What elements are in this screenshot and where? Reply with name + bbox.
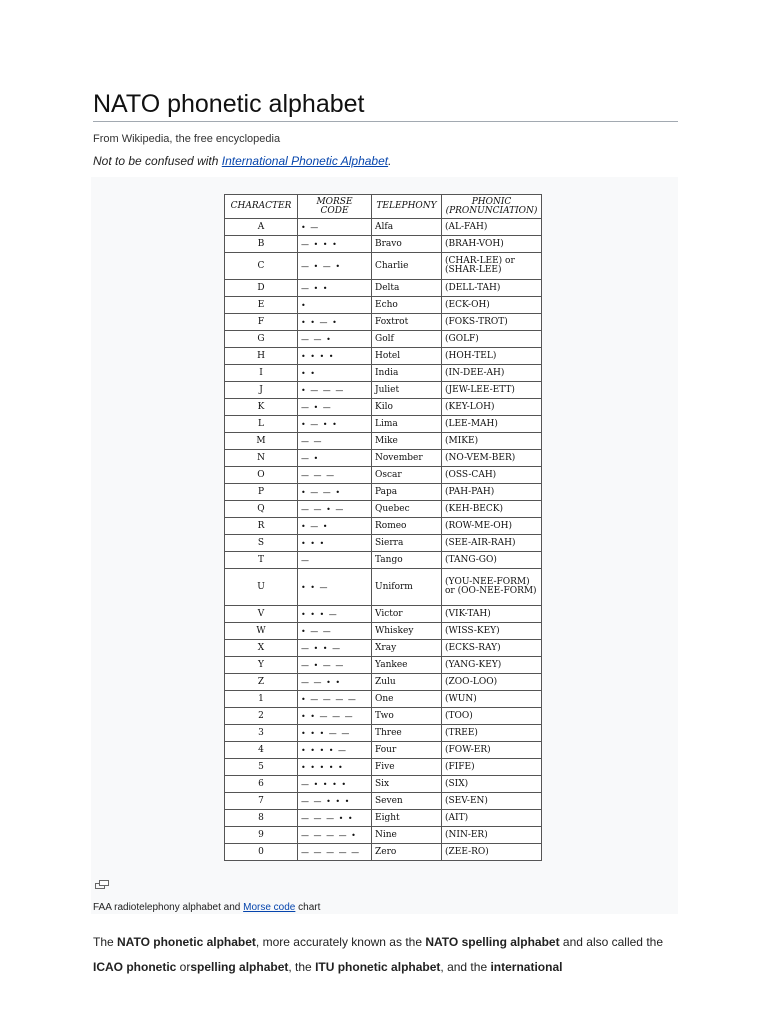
table-cell-character: P [225,484,298,501]
table-cell-telephony: Delta [372,280,442,297]
table-row [225,844,542,861]
table-cell-morse: — [298,552,372,569]
table-cell-phonic: (SEE-AIR-RAH) [442,535,542,552]
table-cell-character: Y [225,657,298,674]
table-cell-morse: • • • • — [298,742,372,759]
table-cell-phonic: (SIX) [442,776,542,793]
table-cell-phonic: (HOH-TEL) [442,348,542,365]
para-text-6: , and the [440,960,491,974]
table-cell-morse: • [298,297,372,314]
table-cell-morse: • • • • • [298,759,372,776]
table-cell-phonic: (TREE) [442,725,542,742]
table-cell-telephony: Mike [372,433,442,450]
table-cell-telephony: Victor [372,606,442,623]
table-cell-telephony: One [372,691,442,708]
caption-link-morse-code[interactable]: Morse code [243,902,296,913]
table-cell-character: S [225,535,298,552]
table-cell-morse: — — • • [298,674,372,691]
table-row [225,569,542,606]
table-row [225,348,542,365]
table-row [225,399,542,416]
table-header-row [225,195,542,219]
table-cell-phonic: (FOKS-TROT) [442,314,542,331]
table-cell-character: R [225,518,298,535]
table-cell-morse: — • • • • [298,776,372,793]
table-row [225,501,542,518]
table-cell-phonic: (MIKE) [442,433,542,450]
para-bold-3: ICAO phonetic [93,960,177,974]
table-row [225,708,542,725]
table-cell-character: N [225,450,298,467]
table-cell-telephony: Two [372,708,442,725]
table-cell-character: I [225,365,298,382]
table-cell-telephony: Romeo [372,518,442,535]
table-cell-morse: • • • [298,535,372,552]
phonetic-table [224,194,542,861]
table-cell-telephony: Xray [372,640,442,657]
table-cell-character: 5 [225,759,298,776]
table-cell-character: C [225,253,298,280]
table-row [225,691,542,708]
table-cell-phonic: (DELL-TAH) [442,280,542,297]
table-cell-phonic: (ECKS-RAY) [442,640,542,657]
table-cell-phonic: (GOLF) [442,331,542,348]
table-cell-character: 1 [225,691,298,708]
table-cell-morse: • — — • [298,484,372,501]
table-cell-character: T [225,552,298,569]
table-cell-phonic: (SEV-EN) [442,793,542,810]
header-character: CHARACTER [225,195,298,219]
para-bold-5: ITU phonetic alphabet [315,960,441,974]
table-cell-character: 6 [225,776,298,793]
table-cell-telephony: Quebec [372,501,442,518]
table-cell-character: 2 [225,708,298,725]
table-row [225,219,542,236]
table-cell-character: A [225,219,298,236]
tagline: From Wikipedia, the free encyclopedia [93,133,281,145]
table-row [225,640,542,657]
table-cell-phonic: (ROW-ME-OH) [442,518,542,535]
table-cell-morse: • • • • [298,348,372,365]
table-cell-telephony: Sierra [372,535,442,552]
table-cell-telephony: Six [372,776,442,793]
table-cell-phonic: (WISS-KEY) [442,623,542,640]
table-cell-phonic: (YOU-NEE-FORM) or (OO-NEE-FORM) [442,569,542,606]
table-cell-character: W [225,623,298,640]
table-row [225,759,542,776]
table-cell-character: L [225,416,298,433]
table-cell-phonic: (IN-DEE-AH) [442,365,542,382]
table-cell-phonic: (TANG-GO) [442,552,542,569]
table-row [225,365,542,382]
table-row [225,280,542,297]
table-cell-telephony: Bravo [372,236,442,253]
table-row [225,606,542,623]
table-cell-phonic: (KEH-BECK) [442,501,542,518]
table-row [225,793,542,810]
table-cell-morse: — • — • [298,253,372,280]
table-cell-telephony: Hotel [372,348,442,365]
page-title: NATO phonetic alphabet [93,90,365,118]
table-cell-character: H [225,348,298,365]
para-bold-1: NATO phonetic alphabet [117,935,256,949]
table-cell-morse: • • • — [298,606,372,623]
hatnote-suffix: . [388,154,392,168]
table-cell-character: J [225,382,298,399]
table-cell-character: G [225,331,298,348]
table-cell-telephony: Three [372,725,442,742]
table-row [225,253,542,280]
table-cell-character: O [225,467,298,484]
para-text-5: , the [288,960,316,974]
hatnote [93,154,391,168]
table-cell-phonic: (AL-FAH) [442,219,542,236]
table-cell-phonic: (KEY-LOH) [442,399,542,416]
para-text-2: , more accurately known as the [255,935,426,949]
table-row [225,674,542,691]
table-cell-character: B [225,236,298,253]
table-cell-phonic: (NIN-ER) [442,827,542,844]
table-cell-character: 0 [225,844,298,861]
table-cell-telephony: Uniform [372,569,442,606]
table-cell-phonic: (NO-VEM-BER) [442,450,542,467]
table-row [225,484,542,501]
table-cell-character: Z [225,674,298,691]
table-cell-morse: — • — — [298,657,372,674]
table-cell-telephony: Foxtrot [372,314,442,331]
para-text-3: and also called the [559,935,663,949]
hatnote-prefix: Not to be confused with [93,154,222,168]
table-cell-morse: • — • [298,518,372,535]
table-cell-character: X [225,640,298,657]
table-cell-phonic: (FIFE) [442,759,542,776]
table-cell-character: M [225,433,298,450]
title-divider [93,121,678,122]
table-row [225,518,542,535]
table-cell-phonic: (JEW-LEE-ETT) [442,382,542,399]
table-cell-character: V [225,606,298,623]
table-cell-morse: — — — — • [298,827,372,844]
table-cell-character: 7 [225,793,298,810]
table-row [225,331,542,348]
table-cell-phonic: (TOO) [442,708,542,725]
table-row [225,382,542,399]
table-row [225,416,542,433]
table-cell-phonic: (ZEE-RO) [442,844,542,861]
table-cell-morse: • • — [298,569,372,606]
table-cell-phonic: (YANG-KEY) [442,657,542,674]
table-cell-telephony: Lima [372,416,442,433]
table-cell-morse: • • • — — [298,725,372,742]
table-row [225,467,542,484]
table-cell-telephony: Zulu [372,674,442,691]
table-cell-telephony: Echo [372,297,442,314]
table-cell-phonic: (BRAH-VOH) [442,236,542,253]
table-cell-morse: — • [298,450,372,467]
table-cell-telephony: Alfa [372,219,442,236]
table-cell-morse: • • [298,365,372,382]
table-cell-morse: — • • [298,280,372,297]
caption-prefix: FAA radiotelephony alphabet and [93,902,244,913]
table-cell-phonic: (LEE-MAH) [442,416,542,433]
table-cell-phonic: (PAH-PAH) [442,484,542,501]
table-cell-telephony: Five [372,759,442,776]
table-cell-telephony: Four [372,742,442,759]
table-cell-phonic: (ECK-OH) [442,297,542,314]
table-cell-character: D [225,280,298,297]
table-cell-morse: — — • — [298,501,372,518]
para-bold-6: international [490,960,563,974]
para-text-4: or [176,960,191,974]
table-cell-morse: — • • • [298,236,372,253]
table-cell-phonic: (CHAR-LEE) or (SHAR-LEE) [442,253,542,280]
table-cell-morse: • — — — [298,382,372,399]
table-cell-morse: — • — [298,399,372,416]
table-cell-character: 3 [225,725,298,742]
table-cell-telephony: Nine [372,827,442,844]
header-telephony: TELEPHONY [372,195,442,219]
table-cell-character: F [225,314,298,331]
table-cell-morse: • • — • [298,314,372,331]
table-cell-telephony: Oscar [372,467,442,484]
table-cell-character: E [225,297,298,314]
table-cell-telephony: Charlie [372,253,442,280]
table-cell-phonic: (ZOO-LOO) [442,674,542,691]
table-cell-telephony: Papa [372,484,442,501]
table-cell-character: 4 [225,742,298,759]
table-row [225,450,542,467]
intro-paragraph [93,930,683,980]
table-cell-telephony: Eight [372,810,442,827]
hatnote-link[interactable]: International Phonetic Alphabet [221,154,389,168]
table-cell-morse: — • • — [298,640,372,657]
table-cell-telephony: Whiskey [372,623,442,640]
table-cell-morse: • — • • [298,416,372,433]
table-row [225,535,542,552]
para-text-1: The [93,935,118,949]
table-cell-telephony: Tango [372,552,442,569]
table-cell-telephony: India [372,365,442,382]
table-cell-telephony: Seven [372,793,442,810]
table-row [225,776,542,793]
table-cell-morse: • — — [298,623,372,640]
table-row [225,810,542,827]
table-cell-phonic: (FOW-ER) [442,742,542,759]
table-cell-phonic: (WUN) [442,691,542,708]
table-cell-morse: — — [298,433,372,450]
table-cell-morse: • • — — — [298,708,372,725]
table-row [225,742,542,759]
table-body [225,219,542,861]
enlarge-icon[interactable] [95,880,109,889]
table-cell-telephony: Golf [372,331,442,348]
table-cell-character: 8 [225,810,298,827]
table-row [225,623,542,640]
table-cell-telephony: Zero [372,844,442,861]
table-cell-character: Q [225,501,298,518]
table-cell-telephony: Juliet [372,382,442,399]
table-row [225,725,542,742]
table-cell-morse: • — — — — [298,691,372,708]
table-cell-morse: — — — [298,467,372,484]
header-morse: MORSE CODE [298,195,372,219]
table-cell-character: U [225,569,298,606]
header-phonic: PHONIC (PRONUNCIATION) [442,195,542,219]
table-row [225,657,542,674]
para-bold-4: spelling alphabet [190,960,289,974]
table-cell-morse: — — — • • [298,810,372,827]
table-cell-character: 9 [225,827,298,844]
table-row [225,236,542,253]
table-cell-telephony: Kilo [372,399,442,416]
table-row [225,297,542,314]
para-bold-2: NATO spelling alphabet [425,935,560,949]
table-cell-telephony: Yankee [372,657,442,674]
table-row [225,314,542,331]
figure-caption [93,902,320,913]
table-row [225,827,542,844]
table-cell-morse: — — • • • [298,793,372,810]
table-cell-telephony: November [372,450,442,467]
caption-suffix: chart [295,902,321,913]
table-row [225,433,542,450]
table-cell-morse: • — [298,219,372,236]
table-cell-phonic: (AIT) [442,810,542,827]
table-cell-phonic: (OSS-CAH) [442,467,542,484]
table-cell-phonic: (VIK-TAH) [442,606,542,623]
table-cell-character: K [225,399,298,416]
table-row [225,552,542,569]
table-cell-morse: — — — — — [298,844,372,861]
table-cell-morse: — — • [298,331,372,348]
